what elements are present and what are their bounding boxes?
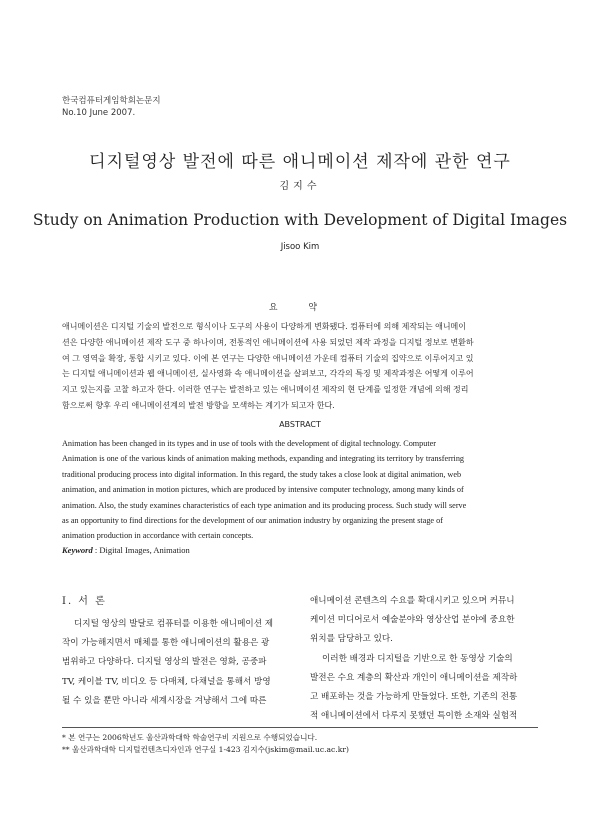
abstract-english <box>62 436 538 544</box>
abstract-ko-line: 애니메이션은 디지털 기술의 발전으로 형식이나 도구의 사용이 다양하게 변화됐다. 컴퓨터에 의해 제작되는 애니메이 <box>62 322 466 331</box>
abstract-korean-heading: 요 약 <box>268 303 332 313</box>
footnote-divider <box>62 727 538 728</box>
abstract-ko-line: 함으로써 향후 우리 애니메이션계의 발전 방향을 모색하는 계기가 되고자 한다. <box>62 400 335 410</box>
abstract-ko-line: 션은 다양한 애니메이션 제작 도구 중 하나이며, 전통적인 애니메이션에 사용 되었던 제작 과정을 디지털 정보로 변환하 <box>62 337 474 347</box>
abstract-ko-line: 여 그 영역을 확장, 통합 시키고 있다. 이에 본 연구는 다양한 애니메이션 가운데 컴퓨터 기술의 집약으로 이루어지고 있 <box>62 353 474 363</box>
body-line: 범위하고 다양하다. 디지털 영상의 발전은 영화, 공중파 <box>62 657 267 668</box>
body-line: 디지털 영상의 발달로 컴퓨터를 이용한 애니메이션 제 <box>74 619 274 629</box>
abstract-en-line: animation, and animation in motion pictures, which are produced by intensive computer technology, among many kinds of <box>62 485 464 495</box>
abstract-ko-line: 는 디지털 애니메이션과 웹 애니메이션, 실사영화 속 애니메이션을 살펴보고, 각각의 특징 및 제작과정은 어떻게 이루어 <box>62 369 474 379</box>
abstract-en-line: animation production in accordance with certain concepts. <box>62 531 254 541</box>
footnote-funding: * 본 연구는 2006학년도 울산과학대학 학술연구비 지원으로 수행되었습니다. <box>62 733 318 742</box>
title-korean: 디지털영상 발전에 따른 애니메이션 제작에 관한 연구 <box>89 152 511 172</box>
body-line: 작이 가능해지면서 매체를 통한 애니메이션의 활용은 광 <box>62 638 270 649</box>
body-line: 될 수 있을 뿐만 아니라 세계시장을 겨냥해서 그에 따른 <box>62 695 267 706</box>
abstract-en-line: Animation has been changed in its types and in use of tools with the development of digital technology. Computer <box>62 439 436 448</box>
author-english: Jisoo Kim <box>280 242 320 252</box>
body-line: 이러한 배경과 디지털을 기반으로 한 동영상 기술의 <box>322 653 513 664</box>
journal-name: 한국컴퓨터게임학회논문지 <box>62 96 161 106</box>
body-line: 애니메이션 콘텐츠의 수요를 확대시키고 있으며 커뮤니 <box>310 596 515 606</box>
body-line: 발전은 수요 계층의 확산과 개인이 애니메이션을 제작하 <box>310 672 518 683</box>
body-column-right <box>310 592 538 726</box>
abstract-en-line: as an opportunity to find directions for the development of our animation industry by organizing the present stage of <box>62 516 443 526</box>
body-line: 위치를 담당하고 있다. <box>310 634 393 645</box>
abstract-korean <box>62 319 538 414</box>
footnote-affiliation: ** 울산과학대학 디지털컨텐츠디자인과 연구실 1-423 김지수(jskim@mail.uc.ac.kr) <box>62 745 349 754</box>
keyword-value: : Digital Images, Animation <box>92 545 190 555</box>
abstract-en-line: animation. Also, the study examines characteristics of each type animation and its producing process. Such study will serve <box>62 500 467 510</box>
abstract-en-line: Animation is one of the various kinds of animation making methods, expanding and integrating its territory by transferring <box>62 454 465 464</box>
body-line: TV, 케이블 TV, 비디오 등 다매체, 다채널을 통해서 방영 <box>62 676 271 687</box>
title-english: Study on Animation Production with Development of Digital Images <box>32 211 568 229</box>
body-column-left <box>62 615 290 711</box>
journal-header <box>62 95 161 119</box>
abstract-english-heading: ABSTRACT <box>279 420 321 429</box>
journal-issue: No.10 June 2007. <box>62 108 136 118</box>
abstract-en-line: traditional producing process into digital information. In this regard, the study takes a close look at digital animation, web <box>62 469 462 479</box>
keywords <box>62 545 190 555</box>
keyword-label: Keyword <box>62 545 93 555</box>
body-line: 고 배포하는 것을 가능하게 만들었다. 또한, 기존의 전통 <box>310 692 518 703</box>
section-heading-introduction: Ⅰ. 서 론 <box>62 596 107 607</box>
body-line: 적 애니메이션에서 다루지 못했던 특이한 소재와 실험적 <box>310 711 518 722</box>
body-line: 케이션 미디어로서 예술분야와 영상산업 분야에 중요한 <box>310 615 515 626</box>
abstract-ko-line: 지고 있는지를 고찰 하고자 한다. 이러한 연구는 발전하고 있는 애니메이션 제작의 현 단계를 일정한 개념에 의해 정리 <box>62 385 469 395</box>
author-korean: 김지수 <box>279 181 321 192</box>
